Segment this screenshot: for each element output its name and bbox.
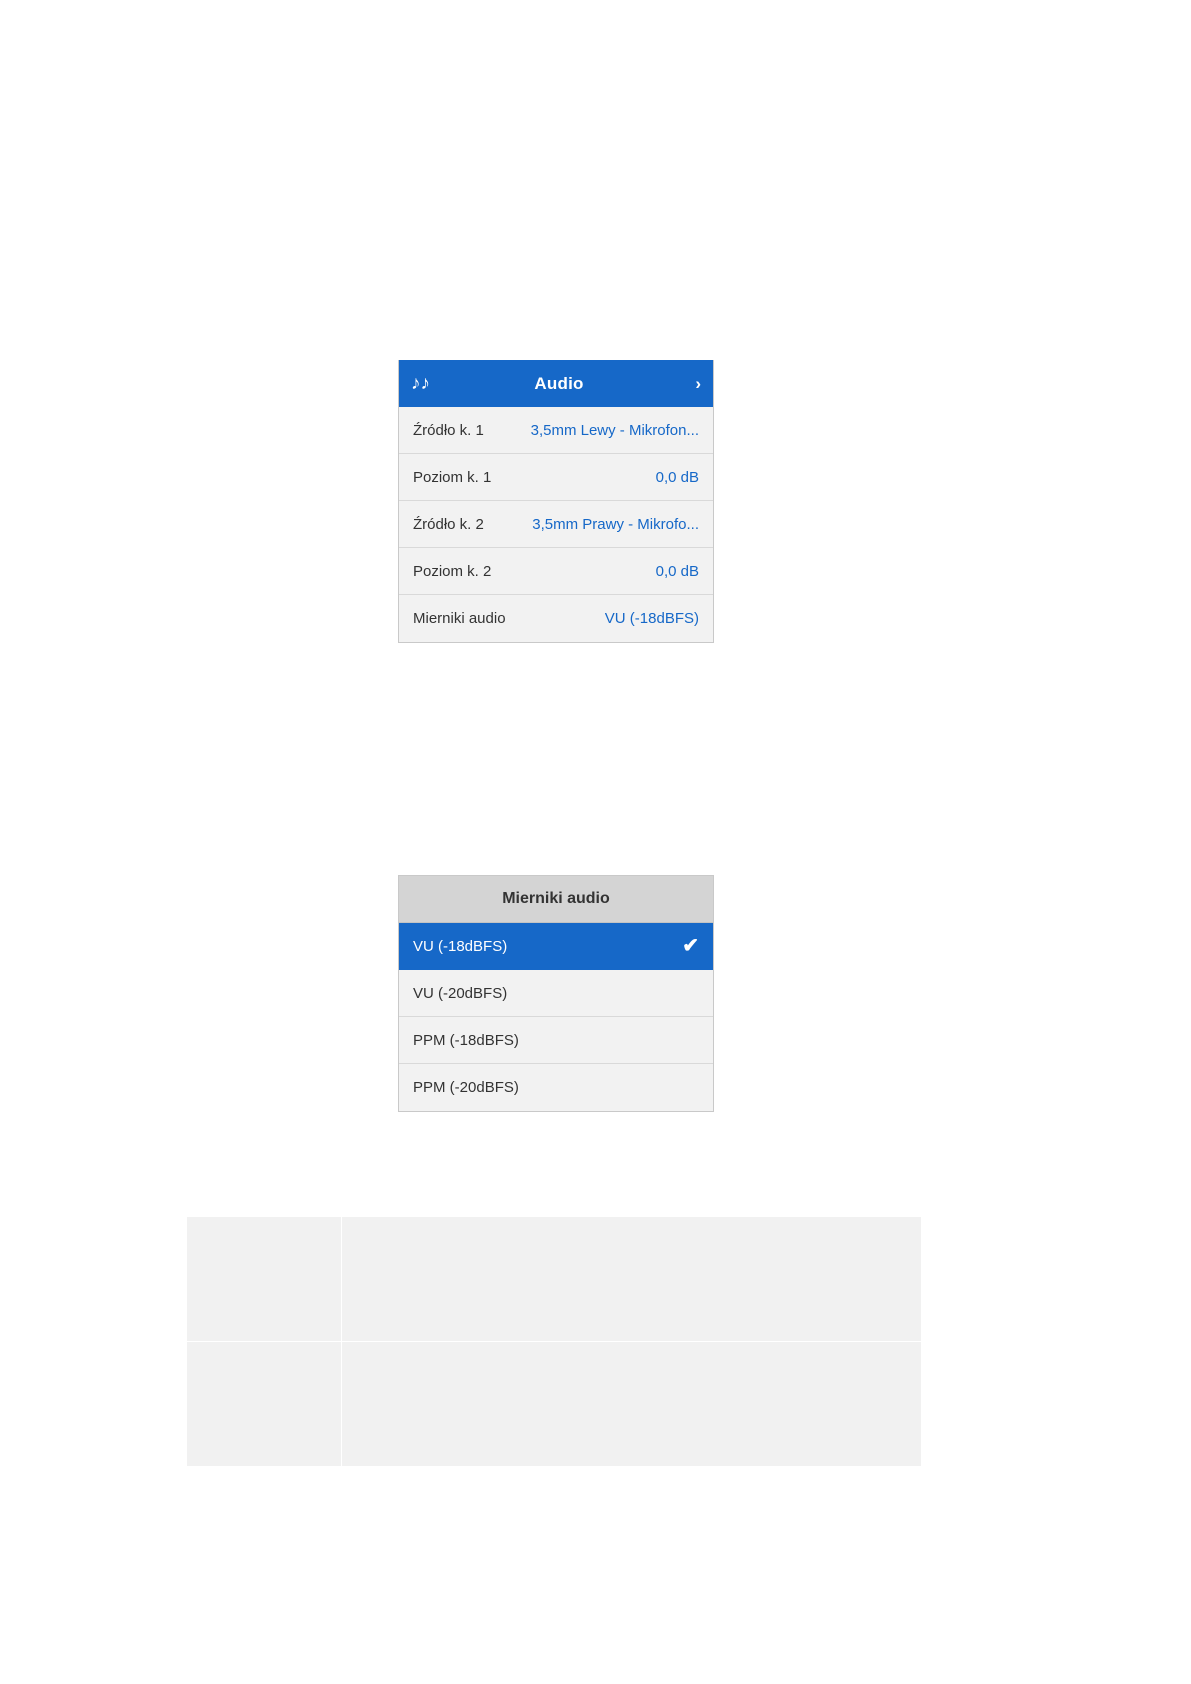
meter-option-label: PPM (-20dBFS) (413, 1079, 519, 1096)
audio-row-label: Mierniki audio (413, 610, 506, 627)
meter-option-label: VU (-18dBFS) (413, 937, 508, 955)
table-cell-first (187, 1342, 342, 1467)
table-row (187, 1342, 922, 1467)
audio-row-source-2[interactable] (399, 501, 713, 548)
audio-row-level-1[interactable] (399, 454, 713, 501)
meter-option-label: PPM (-18dBFS) (413, 1031, 519, 1049)
bottom-table (186, 1216, 922, 1467)
audio-row-label: Źródło k. 1 (413, 421, 484, 439)
audio-row-value: VU (-18dBFS) (604, 610, 699, 627)
table-row (187, 1217, 922, 1342)
chevron-right-icon[interactable]: › (695, 373, 701, 393)
check-icon: ✔ (682, 935, 699, 957)
meter-option-label: VU (-20dBFS) (413, 984, 508, 1002)
meter-option-ppm-20[interactable] (399, 1064, 713, 1111)
audio-row-label: Źródło k. 2 (413, 515, 484, 533)
table-cell-first (187, 1217, 342, 1342)
music-note-icon: ♪♪ (411, 373, 430, 394)
audio-row-value: 3,5mm Prawy - Mikrofo... (532, 515, 699, 533)
audio-row-label: Poziom k. 1 (413, 468, 492, 486)
audio-row-value: 0,0 dB (655, 468, 699, 486)
audio-row-value: 0,0 dB (655, 562, 699, 580)
meter-option-vu-20[interactable] (399, 970, 713, 1017)
audio-row-label: Poziom k. 2 (413, 562, 492, 580)
audio-panel-title: Audio (534, 373, 584, 393)
table-cell-second (342, 1217, 922, 1342)
audio-row-value: 3,5mm Lewy - Mikrofon... (530, 421, 699, 439)
audio-meters-title: Mierniki audio (399, 876, 713, 923)
table-cell-second (342, 1342, 922, 1467)
audio-panel-header[interactable] (399, 360, 713, 407)
audio-row-level-2[interactable] (399, 548, 713, 595)
audio-row-meters[interactable] (399, 595, 713, 642)
meter-option-vu-18[interactable] (399, 923, 713, 970)
audio-meters-panel (398, 875, 714, 1112)
audio-settings-panel (398, 360, 714, 643)
meter-option-ppm-18[interactable] (399, 1017, 713, 1064)
audio-row-source-1[interactable] (399, 407, 713, 454)
